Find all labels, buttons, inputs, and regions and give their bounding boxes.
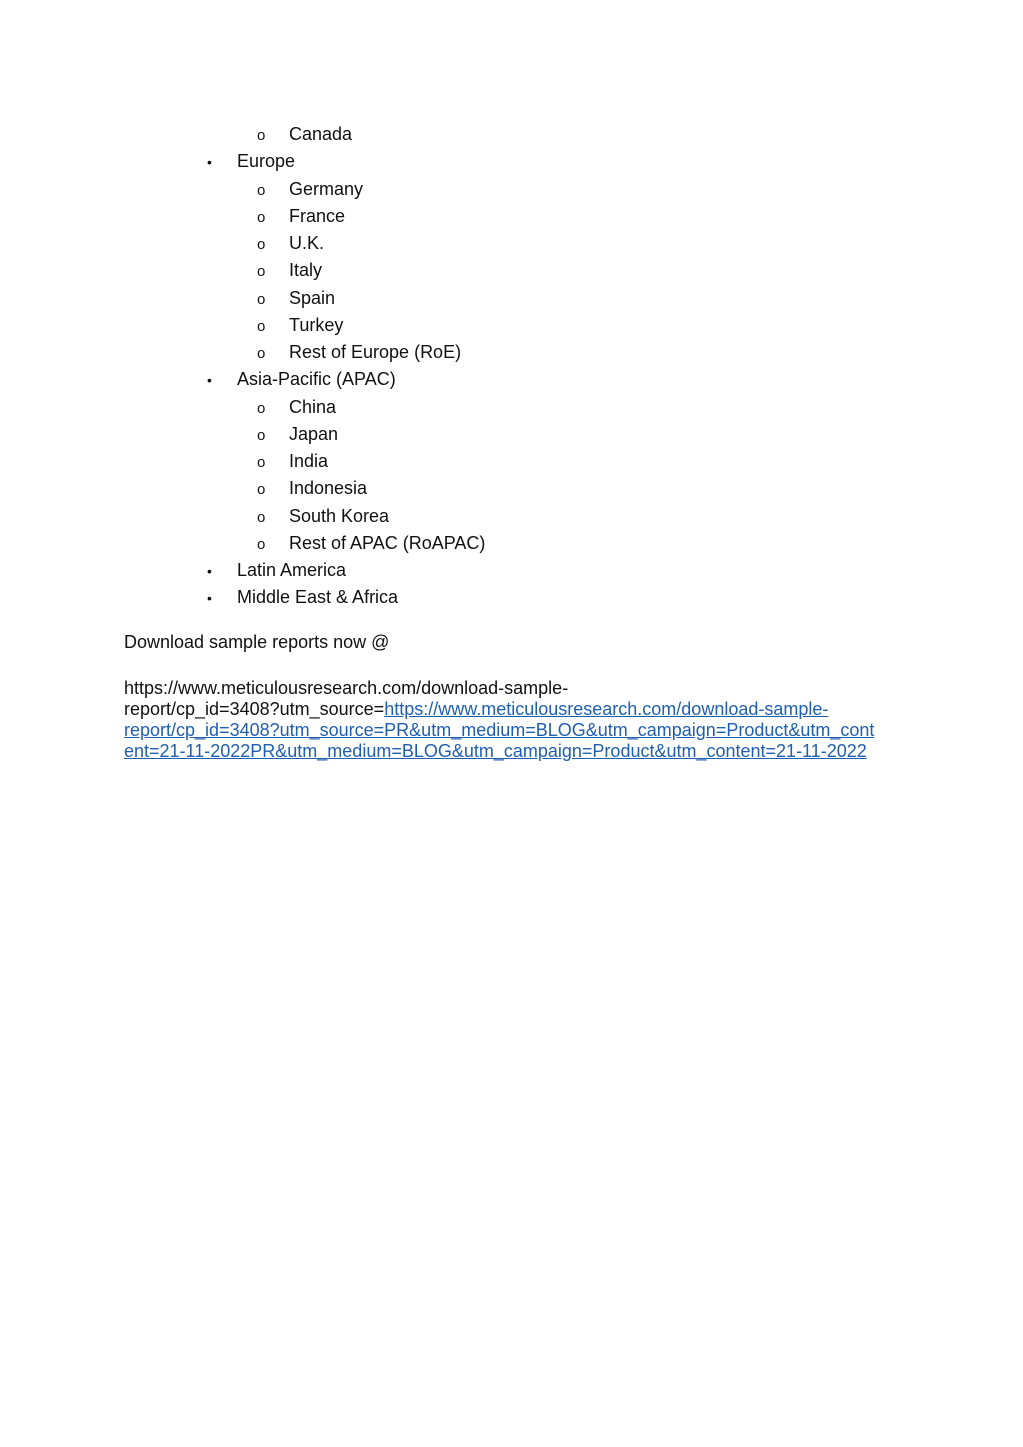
list-marker: •	[207, 563, 212, 579]
download-heading: Download sample reports now @	[124, 632, 390, 652]
list-marker: •	[207, 372, 212, 388]
list-marker: o	[257, 236, 266, 253]
list-marker: o	[257, 400, 266, 417]
download-sample-link-end[interactable]: ent=21-11-2022PR&utm_medium=BLOG&utm_campaign=Product&utm_content=21-11-2022	[124, 741, 867, 761]
list-item-canada: Canada	[289, 124, 353, 144]
list-item-europe: Europe	[237, 151, 296, 171]
list-item-asia-pacific: Asia-Pacific (APAC)	[237, 369, 396, 389]
list-item-indonesia: Indonesia	[289, 478, 368, 498]
list-item-spain: Spain	[289, 288, 336, 308]
url-line-3	[124, 720, 874, 741]
url-line-4	[124, 741, 867, 762]
url-line-2	[124, 699, 828, 720]
list-item-uk: U.K.	[289, 233, 325, 253]
list-marker: o	[257, 182, 266, 199]
list-marker: o	[257, 263, 266, 280]
list-item-japan: Japan	[289, 424, 339, 444]
list-item-rest-of-europe: Rest of Europe (RoE)	[289, 342, 462, 362]
list-item-china: China	[289, 397, 337, 417]
list-item-middle-east-africa: Middle East & Africa	[237, 587, 399, 607]
url-plain-line-1: https://www.meticulousresearch.com/download-sample-	[124, 678, 569, 698]
list-marker: o	[257, 481, 266, 498]
list-item-turkey: Turkey	[289, 315, 344, 335]
download-sample-link[interactable]: https://www.meticulousresearch.com/download-sample-	[384, 699, 829, 719]
list-marker: o	[257, 127, 266, 144]
list-marker: o	[257, 536, 266, 553]
list-item-india: India	[289, 451, 329, 471]
list-marker: o	[257, 291, 266, 308]
list-marker: •	[207, 154, 212, 170]
list-marker: o	[257, 509, 266, 526]
list-marker: o	[257, 454, 266, 471]
list-marker: o	[257, 345, 266, 362]
list-marker: o	[257, 318, 266, 335]
list-item-italy: Italy	[289, 260, 323, 280]
download-sample-link-continued[interactable]: report/cp_id=3408?utm_source=PR&utm_medium=BLOG&utm_campaign=Product&utm_cont	[124, 720, 875, 740]
list-item-latin-america: Latin America	[237, 560, 347, 580]
url-plain-prefix: report/cp_id=3408?utm_source=	[124, 699, 385, 719]
list-marker: o	[257, 427, 266, 444]
list-marker: o	[257, 209, 266, 226]
list-item-germany: Germany	[289, 179, 364, 199]
list-item-france: France	[289, 206, 346, 226]
list-marker: •	[207, 590, 212, 606]
list-item-rest-of-apac: Rest of APAC (RoAPAC)	[289, 533, 486, 553]
list-item-south-korea: South Korea	[289, 506, 390, 526]
